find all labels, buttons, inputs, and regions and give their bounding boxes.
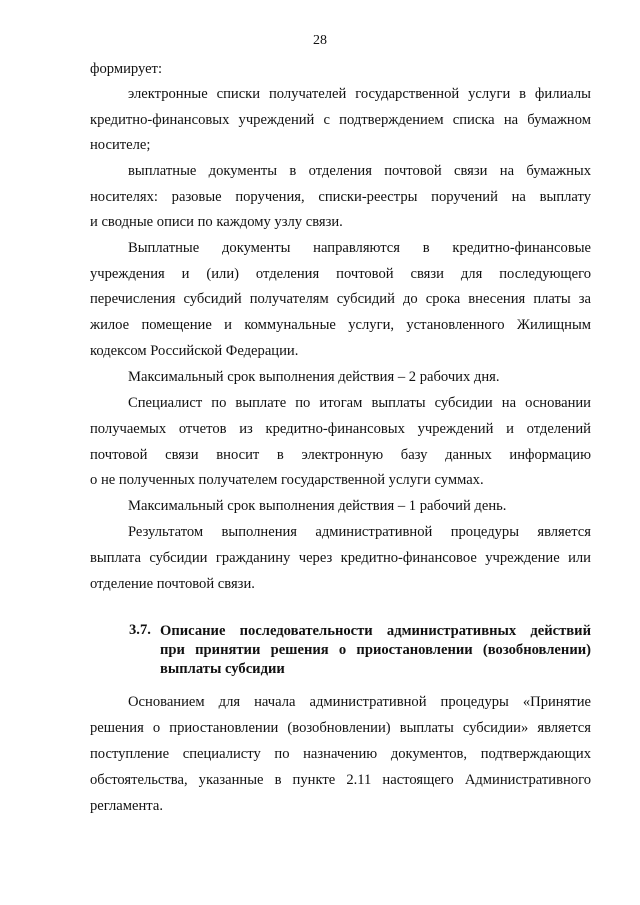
text-line: о не полученных получателем государственной услуги суммах. xyxy=(90,472,484,488)
text-line: Специалист по выплате по итогам выплаты субсидии на основании xyxy=(128,395,591,411)
text-line: регламента. xyxy=(90,798,163,814)
text-line: решения о приостановлении (возобновлении) выплаты субсидии» является xyxy=(90,720,591,736)
text-line: Выплатные документы направляются в кредитно-финансовые xyxy=(128,240,591,256)
text-line: Максимальный срок выполнения действия – 1 рабочий день. xyxy=(128,498,507,514)
text-line: Максимальный срок выполнения действия – 2 рабочих дня. xyxy=(128,369,500,385)
text-line: носителе; xyxy=(90,137,151,153)
text-line: почтовой связи вносит в электронную базу данных информацию xyxy=(90,447,591,463)
page-number: 28 xyxy=(313,33,327,48)
text-line: перечисления субсидий получателям субсидий до срока внесения платы за xyxy=(90,291,591,307)
text-line: и сводные описи по каждому узлу связи. xyxy=(90,214,343,230)
section-heading-line: при принятии решения о приостановлении (возобновлении) xyxy=(160,642,591,658)
text-line: жилое помещение и коммунальные услуги, установленного Жилищным xyxy=(90,317,591,333)
text-line: отделение почтовой связи. xyxy=(90,576,255,592)
text-line: выплатные документы в отделения почтовой связи на бумажных xyxy=(128,163,591,179)
text-line: получаемых отчетов из кредитно-финансовых учреждений и отделений xyxy=(90,421,591,437)
section-heading-line: Описание последовательности административных действий xyxy=(160,623,591,639)
text-line: обстоятельства, указанные в пункте 2.11 настоящего Административного xyxy=(90,772,591,788)
text-line: выплата субсидии гражданину через кредитно-финансовое учреждение или xyxy=(90,550,591,566)
text-line: Результатом выполнения административной процедуры является xyxy=(128,524,591,540)
text-line: Основанием для начала административной процедуры «Принятие xyxy=(128,694,591,710)
text-line: кодексом Российской Федерации. xyxy=(90,343,299,359)
section-heading-line: выплаты субсидии xyxy=(160,661,285,677)
text-line: электронные списки получателей государственной услуги в филиалы xyxy=(128,86,591,102)
text-line: формирует: xyxy=(90,61,162,77)
text-line: учреждения и (или) отделения почтовой связи для последующего xyxy=(90,266,591,282)
text-line: поступление специалисту по назначению документов, подтверждающих xyxy=(90,746,591,762)
text-line: кредитно-финансовых учреждений с подтверждением списка на бумажном xyxy=(90,112,591,128)
text-line: носителях: разовые поручения, списки-реестры поручений на выплату xyxy=(90,189,591,205)
section-number: 3.7. xyxy=(129,622,151,638)
